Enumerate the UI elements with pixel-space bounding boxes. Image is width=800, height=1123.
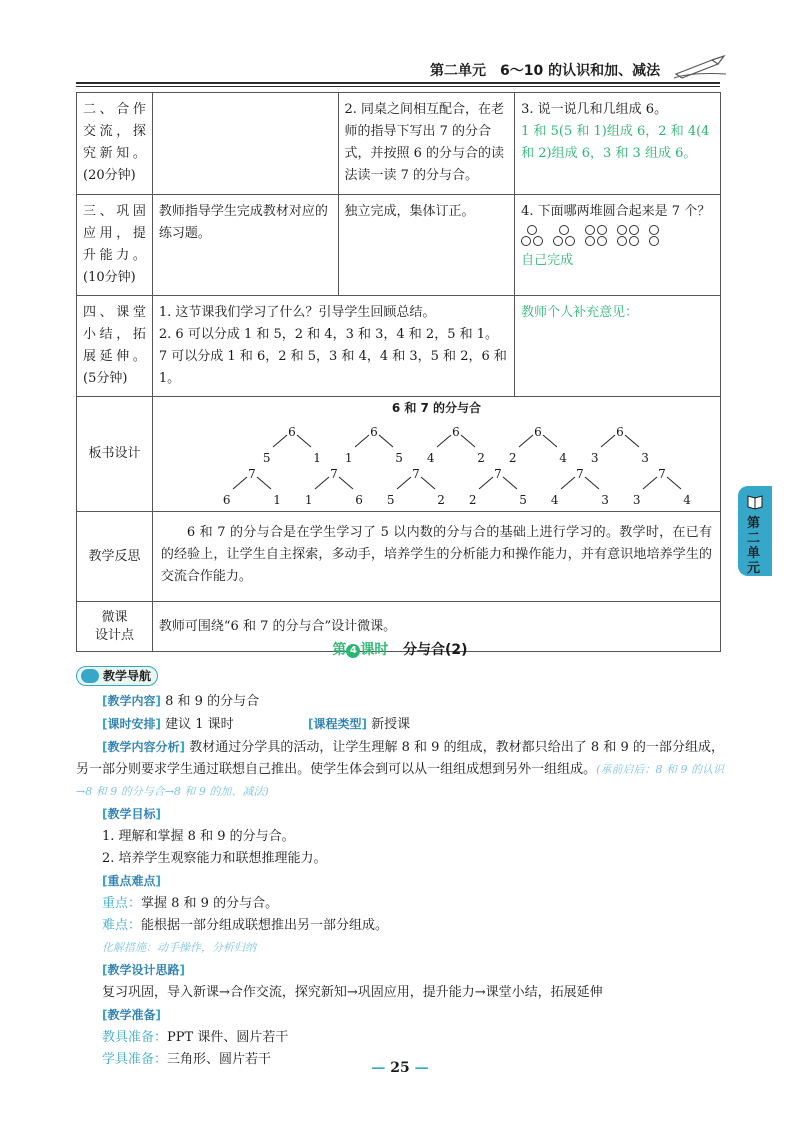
student-tools: 学具准备：三角形、圆片若干 <box>102 1052 272 1067</box>
phase-cell: 二、合作交流，探究新知。(20分钟) <box>77 93 153 195</box>
phase-cell: 三、巩固应用，提升能力。(10分钟) <box>77 195 153 296</box>
unit-side-tab <box>738 486 772 576</box>
lesson-title-text: 分与合(2) <box>403 642 468 658</box>
tree-right-part: 6 <box>355 493 363 507</box>
pencil-book-icon <box>672 52 728 80</box>
summary-line: 2. 6 可以分成 1 和 5，2 和 4，3 和 3，4 和 2，5 和 1。 <box>158 327 498 342</box>
tree-total: 7 <box>494 467 502 481</box>
resolve-note: 化解措施：动手操作，分析归纳 <box>102 941 256 954</box>
decomposition-tree <box>217 463 287 507</box>
content-line: [ 教学内容 ] 8 和 9 的分与合 <box>76 690 724 713</box>
tree-left-part: 3 <box>590 451 599 465</box>
lesson-plan-table <box>76 92 721 652</box>
phase-cell: 四、课堂小结，拓展延伸。(5分钟) <box>77 296 153 397</box>
exercise-text: 3. 说一说几和几组成 6。 <box>521 102 668 117</box>
difficulty-point: 难点：能根据一部分组成联想推出另一部分组成。 <box>102 918 389 933</box>
idea-heading: [ 教学设计思路 ] <box>76 959 724 982</box>
tree-right-part: 1 <box>273 493 281 507</box>
guide-icon <box>81 669 99 683</box>
page-header-title: 第二单元 6～10 的认识和加、减法 <box>430 63 661 79</box>
board-design <box>159 399 714 509</box>
decomposition-tree <box>627 463 697 507</box>
teacher-cell: 教师指导学生完成教材对应的练习题。 <box>152 195 338 296</box>
lesson-title: 第 4 课时 分与合(2) <box>332 642 468 658</box>
student-cell: 独立完成，集体订正。 <box>338 195 515 296</box>
decomposition-tree <box>257 421 327 465</box>
table-row <box>77 296 721 397</box>
tree-left-part: 5 <box>386 493 395 507</box>
decomposition-tree <box>545 463 615 507</box>
tree-left-part: 4 <box>426 451 435 465</box>
prep-heading: [ 教学准备 ] <box>76 1004 724 1027</box>
tree-right-part: 2 <box>477 451 485 465</box>
tree-right-part: 5 <box>395 451 403 465</box>
tree-left-part: 3 <box>632 493 641 507</box>
summary-line: 1. 这节课我们学习了什么？引导学生回顾总结。 <box>158 305 436 320</box>
tree-right-part: 4 <box>683 493 691 507</box>
goal-item: 2. 培养学生观察能力和联想推理能力。 <box>102 851 327 866</box>
teacher-tools: 教具准备：PPT 课件、圆片若干 <box>102 1030 289 1045</box>
side-tab-text: 第二单元 <box>747 516 761 576</box>
board-label: 板书设计 <box>77 397 153 512</box>
lesson-guide-content <box>76 690 724 1071</box>
micro-text: 教师可围绕“6 和 7 的分与合”设计微课。 <box>152 602 720 652</box>
teacher-cell <box>152 93 338 195</box>
circle-pile <box>649 225 659 246</box>
teacher-note-cell: 教师个人补充意见： <box>515 296 721 397</box>
board-title: 6 和 7 的分与合 <box>391 401 482 415</box>
header-rule <box>76 82 720 84</box>
tree-total: 7 <box>658 467 666 481</box>
key-heading: [ 重点难点 ] <box>76 870 724 893</box>
tree-left-part: 4 <box>550 493 559 507</box>
tree-total: 7 <box>412 467 420 481</box>
tree-total: 7 <box>330 467 338 481</box>
student-cell: 2. 同桌之间相互配合，在老师的指导下写出 7 的分合式，并按照 6 的分与合的读法读一读 7 的分与合。 <box>338 93 515 195</box>
header-rule-thin <box>76 86 720 87</box>
board-cell <box>152 397 720 512</box>
tree-left-part: 2 <box>508 451 517 465</box>
exercise-answer: 1 和 5(5 和 1)组成 6，2 和 4(4 和 2)组成 6，3 和 3 组成 6。 <box>521 124 710 161</box>
micro-label: 微课 设计点 <box>77 602 153 652</box>
circle-pile <box>617 225 639 246</box>
summary-cell <box>152 296 514 397</box>
tree-right-part: 1 <box>313 451 321 465</box>
tree-left-part: 5 <box>262 451 271 465</box>
tree-left-part: 1 <box>304 493 313 507</box>
circle-pile <box>521 225 543 246</box>
decomposition-tree <box>463 463 533 507</box>
decomposition-tree <box>339 421 409 465</box>
schedule-line: [ 课时安排 ] 建议 1 课时 [ 课程类型 ] 新授课 <box>76 713 724 736</box>
circle-piles <box>521 225 714 246</box>
lesson-number: 4 <box>346 644 360 658</box>
tree-total: 6 <box>452 425 460 439</box>
teaching-guide-badge: 教学导航 <box>76 666 158 686</box>
tree-total: 6 <box>534 425 542 439</box>
book-icon <box>746 492 764 510</box>
exercise-answer: 自己完成 <box>521 253 574 268</box>
table-row <box>77 93 721 195</box>
tree-right-part: 3 <box>601 493 609 507</box>
circle-pile <box>553 225 575 246</box>
decomposition-tree <box>503 421 573 465</box>
idea-text: 复习巩固，导入新课→合作交流，探究新知→巩固应用，提升能力→课堂小结，拓展延伸 <box>102 985 603 1000</box>
decomposition-tree <box>381 463 451 507</box>
tree-right-part: 5 <box>519 493 527 507</box>
decomposition-tree <box>585 421 655 465</box>
tree-total: 6 <box>616 425 624 439</box>
tree-right-part: 4 <box>559 451 567 465</box>
tree-right-part: 3 <box>641 451 649 465</box>
tree-left-part: 1 <box>344 451 353 465</box>
tree-total: 6 <box>288 425 296 439</box>
key-point: 重点：掌握 8 和 9 的分与合。 <box>102 896 279 911</box>
analysis-paragraph: [ 教学内容分析 ] 教材通过分学具的活动，让学生理解 8 和 9 的组成，教材都只给出了 8 和 9 的一部分组成，另一部分则要求学生通过联想自己推出。使学生体会到可以从一组组成想到另外一组组成。(承前启后：8 和 9 的认识→8 和 9 的分与合→8 和 9 的加、减法) <box>76 736 724 803</box>
tree-total: 7 <box>576 467 584 481</box>
reflection-label: 教学反思 <box>77 512 153 602</box>
tree-left-part: 2 <box>468 493 477 507</box>
tree-left-part: 6 <box>222 493 231 507</box>
tree-total: 6 <box>370 425 378 439</box>
decomposition-tree <box>421 421 491 465</box>
goal-item: 1. 理解和掌握 8 和 9 的分与合。 <box>102 829 295 844</box>
summary-line: 7 可以分成 1 和 6，2 和 5，3 和 4，4 和 3，5 和 2，6 和 1。 <box>158 349 507 386</box>
tree-right-part: 2 <box>437 493 445 507</box>
exercise-cell <box>515 93 721 195</box>
table-row <box>77 397 721 512</box>
decomposition-tree <box>299 463 369 507</box>
reflection-text: 6 和 7 的分与合是在学生学习了 5 以内数的分与合的基础上进行学习的。教学时，在已有的经验上，让学生自主探索，多动手，培养学生的分析能力和操作能力，并有意识地培养学生的交流合作能力。 <box>152 512 720 602</box>
table-row <box>77 512 721 602</box>
tree-total: 7 <box>248 467 256 481</box>
goal-heading: [ 教学目标 ] <box>76 803 724 826</box>
exercise-text: 4. 下面哪两堆圆合起来是 7 个？ <box>521 204 711 219</box>
page-number: — 25 — <box>371 1060 429 1076</box>
circle-pile <box>585 225 607 246</box>
exercise-cell <box>515 195 721 296</box>
table-row <box>77 195 721 296</box>
